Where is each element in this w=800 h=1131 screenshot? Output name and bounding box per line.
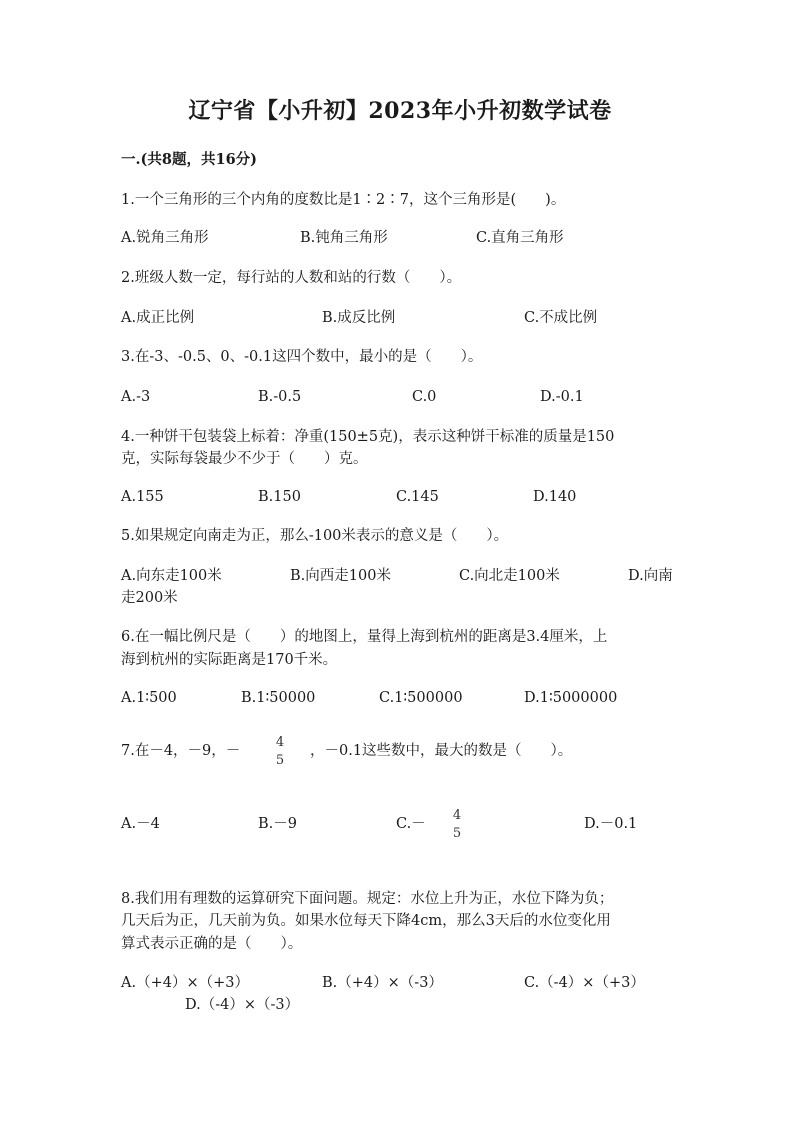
question-1-option-c: C.直角三角形 <box>476 230 564 246</box>
question-7-option-a: A.－4 <box>121 816 160 832</box>
question-7-option-c: C.－ <box>396 816 426 832</box>
question-3-option-a: A.-3 <box>121 389 151 405</box>
question-7-stem-prefix: 7.在－4，－9，－ <box>121 743 241 759</box>
exam-title: 辽宁省【小升初】2023年小升初数学试卷 <box>188 98 612 124</box>
fraction-denominator: 5 <box>452 826 462 841</box>
question-8-stem-line-3: 算式表示正确的是（ ）。 <box>121 936 303 952</box>
fraction-denominator: 5 <box>275 753 285 768</box>
question-4-stem-line-1: 4.一种饼干包装袋上标着：净重(150±5克)，表示这种饼干标准的质量是150 <box>121 429 615 445</box>
question-8-option-a: A.（+4）×（+3） <box>121 975 249 991</box>
question-3-option-b: B.-0.5 <box>258 389 302 405</box>
question-2-option-a: A.成正比例 <box>121 310 195 326</box>
question-6-option-d: D.1∶5000000 <box>524 690 618 706</box>
question-6-stem-line-2: 海到杭州的实际距离是170千米。 <box>121 652 338 668</box>
question-7-fraction <box>270 735 290 769</box>
question-1-option-b: B.钝角三角形 <box>300 230 388 246</box>
question-5-option-b: B.向西走100米 <box>290 568 391 584</box>
question-2-option-b: B.成反比例 <box>322 310 396 326</box>
question-2-option-c: C.不成比例 <box>524 310 598 326</box>
question-5-option-c: C.向北走100米 <box>459 568 560 584</box>
question-1-stem: 1.一个三角形的三个内角的度数比是1∶2∶7，这个三角形是( )。 <box>121 192 566 208</box>
question-6-stem-line-1: 6.在一幅比例尺是（ ）的地图上，量得上海到杭州的距离是3.4厘米，上 <box>121 629 608 645</box>
question-8-option-d: D.（-4）×（-3） <box>185 997 300 1013</box>
question-3-option-d: D.-0.1 <box>540 389 584 405</box>
question-4-option-b: B.150 <box>258 489 301 505</box>
question-1-option-a: A.锐角三角形 <box>121 230 209 246</box>
question-7-option-c-fraction <box>447 808 467 842</box>
question-6-option-c: C.1∶500000 <box>379 690 463 706</box>
question-6-option-a: A.1∶500 <box>121 690 177 706</box>
question-8-option-b: B.（+4）×（-3） <box>322 975 443 991</box>
question-5-option-d: D.向南 <box>628 568 673 584</box>
question-6-option-b: B.1∶50000 <box>241 690 316 706</box>
fraction-numerator: 4 <box>275 735 285 750</box>
question-5-stem: 5.如果规定向南走为正，那么-100米表示的意义是（ ）。 <box>121 528 509 544</box>
question-3-option-c: C.0 <box>412 389 437 405</box>
question-2-stem: 2.班级人数一定，每行站的人数和站的行数（ ）。 <box>121 270 462 286</box>
question-7-option-d: D.－0.1 <box>584 816 638 832</box>
question-3-stem: 3.在-3、-0.5、0、-0.1这四个数中，最小的是（ ）。 <box>121 349 483 365</box>
question-5-option-d-wrap: 走200米 <box>121 590 178 606</box>
question-4-option-a: A.155 <box>121 489 164 505</box>
question-4-option-c: C.145 <box>396 489 439 505</box>
fraction-numerator: 4 <box>452 808 462 823</box>
question-8-stem-line-1: 8.我们用有理数的运算研究下面问题。规定：水位上升为正，水位下降为负； <box>121 891 614 907</box>
question-4-option-d: D.140 <box>533 489 577 505</box>
question-7-option-b: B.－9 <box>258 816 297 832</box>
question-8-option-c: C.（-4）×（+3） <box>524 975 645 991</box>
question-5-option-a: A.向东走100米 <box>121 568 222 584</box>
question-8-stem-line-2: 几天后为正，几天前为负。如果水位每天下降4cm，那么3天后的水位变化用 <box>121 913 611 929</box>
section-heading: 一.(共8题，共16分) <box>121 151 258 168</box>
question-7-stem-suffix: ，－0.1这些数中，最大的数是（ ）。 <box>310 743 573 759</box>
question-4-stem-line-2: 克，实际每袋最少不少于（ ）克。 <box>121 451 368 467</box>
